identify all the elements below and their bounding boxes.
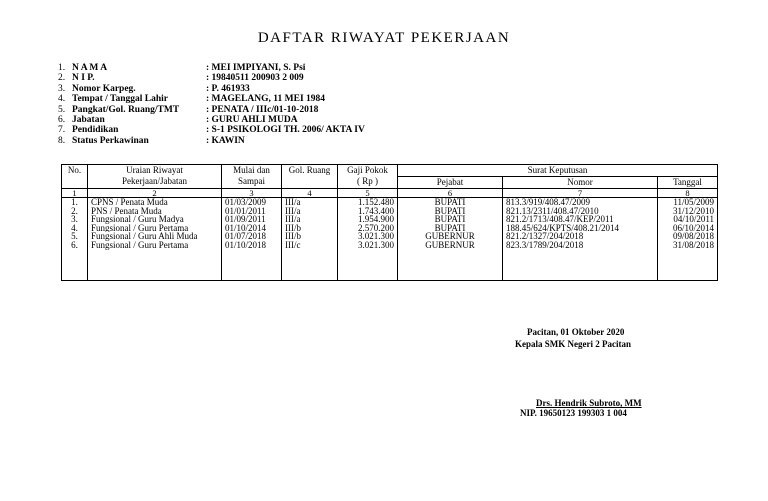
header-no: No. [62, 165, 88, 189]
cell-gaji: 1.152.480 [338, 198, 398, 207]
col-number: 5 [338, 189, 398, 198]
cell-uraian: Fungsional / Guru Ahli Muda [88, 232, 222, 241]
profile-row-nip [58, 73, 365, 83]
profile-value: : 19840511 200903 2 009 [206, 73, 304, 84]
header-gaji [338, 165, 398, 189]
column-number-row [62, 189, 718, 198]
cell-tanggal: 09/08/2018 [658, 232, 718, 241]
cell-mulai: 01/03/2009 [222, 198, 282, 207]
signature-position: Kepala SMK Negeri 2 Pacitan [515, 339, 631, 349]
cell-uraian: CPNS / Penata Muda [88, 198, 222, 207]
cell-no: 2. [62, 207, 88, 216]
header-row [62, 165, 718, 177]
cell-uraian: Fungsional / Guru Pertama [88, 241, 222, 250]
cell-pejabat: GUBERNUR [398, 241, 503, 250]
profile-value: : MAGELANG, 11 MEI 1984 [206, 94, 326, 105]
col-number: 2 [88, 189, 222, 198]
cell-pejabat: BUPATI [398, 224, 503, 233]
profile-row-birth [58, 94, 365, 104]
table-row [62, 198, 718, 207]
profile-label: Pendidikan [72, 125, 119, 136]
header-mulai [222, 165, 282, 189]
cell-gol: III/b [282, 232, 338, 241]
cell-nomor: 823.3/1789/204/2018 [503, 241, 658, 250]
table-row [62, 215, 718, 224]
profile-number: 2. [58, 73, 66, 84]
cell-pejabat: BUPATI [398, 198, 503, 207]
cell-nomor: 188.45/624/KPTS/408.21/2014 [503, 224, 658, 233]
cell-mulai: 01/01/2011 [222, 207, 282, 216]
profile-list [58, 63, 365, 146]
profile-label: Status Perkawinan [72, 135, 149, 146]
cell-nomor: 821.2/1713/408.47/KEP/2011 [503, 215, 658, 224]
cell-pejabat: BUPATI [398, 207, 503, 216]
profile-row-name [58, 63, 365, 73]
profile-label: Tempat / Tanggal Lahir [72, 94, 168, 105]
profile-row-position [58, 115, 365, 125]
cell-uraian: PNS / Penata Muda [88, 207, 222, 216]
cell-gol: III/a [282, 215, 338, 224]
profile-row-karpeg [58, 84, 365, 94]
col-number: 6 [398, 189, 503, 198]
header-mulai-line2: Sampai [238, 176, 265, 186]
profile-label: Jabatan [72, 114, 105, 125]
header-uraian-line1: Uraian Riwayat [126, 165, 183, 175]
col-number: 4 [282, 189, 338, 198]
profile-value: : S-1 PSIKOLOGI TH. 2006/ AKTA IV [206, 125, 365, 136]
cell-gol: III/a [282, 198, 338, 207]
header-uraian-line2: Pekerjaan/Jabatan [122, 176, 187, 186]
cell-gol: III/a [282, 207, 338, 216]
cell-uraian: Fungsional / Guru Pertama [88, 224, 222, 233]
header-uraian [88, 165, 222, 189]
cell-mulai: 01/07/2018 [222, 232, 282, 241]
profile-value: : MEI IMPIYANI, S. Psi [206, 63, 306, 73]
header-gol: Gol. Ruang [282, 165, 338, 189]
profile-label: N A M A [72, 63, 108, 73]
profile-number: 1. [58, 63, 66, 73]
cell-pejabat: GUBERNUR [398, 232, 503, 241]
cell-pejabat: BUPATI [398, 215, 503, 224]
cell-tanggal: 06/10/2014 [658, 224, 718, 233]
cell-gaji: 3.021.300 [338, 241, 398, 250]
cell-no: 5. [62, 232, 88, 241]
cell-no: 6. [62, 241, 88, 250]
header-gaji-line2: ( Rp ) [357, 176, 378, 186]
profile-row-education [58, 125, 365, 135]
profile-label: N I P. [72, 73, 95, 84]
cell-mulai: 01/10/2018 [222, 241, 282, 250]
cell-gol: III/c [282, 241, 338, 250]
profile-row-marital [58, 136, 365, 146]
cell-no: 1. [62, 198, 88, 207]
table-empty-row [62, 250, 718, 281]
profile-number: 8. [58, 135, 66, 146]
header-nomor: Nomor [503, 177, 658, 189]
col-number: 7 [503, 189, 658, 198]
signature-nip: NIP. 19650123 199303 1 004 [520, 408, 627, 418]
profile-value: : GURU AHLI MUDA [206, 114, 298, 125]
col-number: 1 [62, 189, 88, 198]
cell-tanggal: 11/05/2009 [658, 198, 718, 207]
header-gaji-line1: Gaji Pokok [347, 165, 388, 175]
cell-gaji: 2.570.200 [338, 224, 398, 233]
profile-number: 3. [58, 83, 66, 94]
header-surat: Surat Keputusan [398, 165, 718, 177]
cell-gaji: 1.954.900 [338, 215, 398, 224]
cell-gaji: 3.021.300 [338, 232, 398, 241]
cell-no: 3. [62, 215, 88, 224]
cell-mulai: 01/10/2014 [222, 224, 282, 233]
cell-nomor: 821.13/2311/408.47/2010 [503, 207, 658, 216]
cell-no: 4. [62, 224, 88, 233]
cell-gol: III/b [282, 224, 338, 233]
profile-number: 5. [58, 104, 66, 115]
profile-label: Nomor Karpeg. [72, 83, 136, 94]
profile-row-rank [58, 105, 365, 115]
profile-number: 4. [58, 94, 66, 105]
work-history-table [61, 164, 718, 281]
cell-mulai: 01/09/2011 [222, 215, 282, 224]
profile-number: 7. [58, 125, 66, 136]
header-mulai-line1: Mulai dan [233, 165, 270, 175]
table-row [62, 224, 718, 233]
table-row [62, 207, 718, 216]
col-number: 8 [658, 189, 718, 198]
profile-number: 6. [58, 114, 66, 125]
cell-tanggal: 04/10/2011 [658, 215, 718, 224]
profile-value: : KAWIN [206, 135, 245, 146]
table-row [62, 241, 718, 250]
signature-name: Drs. Hendrik Subroto, MM [536, 398, 642, 408]
cell-tanggal: 31/12/2010 [658, 207, 718, 216]
header-tanggal: Tanggal [658, 177, 718, 189]
table-row [62, 232, 718, 241]
cell-uraian: Fungsional / Guru Madya [88, 215, 222, 224]
cell-nomor: 813.3/919/408.47/2009 [503, 198, 658, 207]
document-title: DAFTAR RIWAYAT PEKERJAAN [257, 30, 511, 46]
profile-label: Pangkat/Gol. Ruang/TMT [72, 104, 180, 115]
cell-tanggal: 31/08/2018 [658, 241, 718, 250]
profile-value: : PENATA / IIIc/01-10-2018 [206, 104, 319, 115]
profile-value: : P. 461933 [206, 83, 250, 94]
cell-gaji: 1.743.400 [338, 207, 398, 216]
header-pejabat: Pejabat [398, 177, 503, 189]
signature-place-date: Pacitan, 01 Oktober 2020 [527, 327, 625, 337]
cell-nomor: 821.2/1327/204/2018 [503, 232, 658, 241]
col-number: 3 [222, 189, 282, 198]
